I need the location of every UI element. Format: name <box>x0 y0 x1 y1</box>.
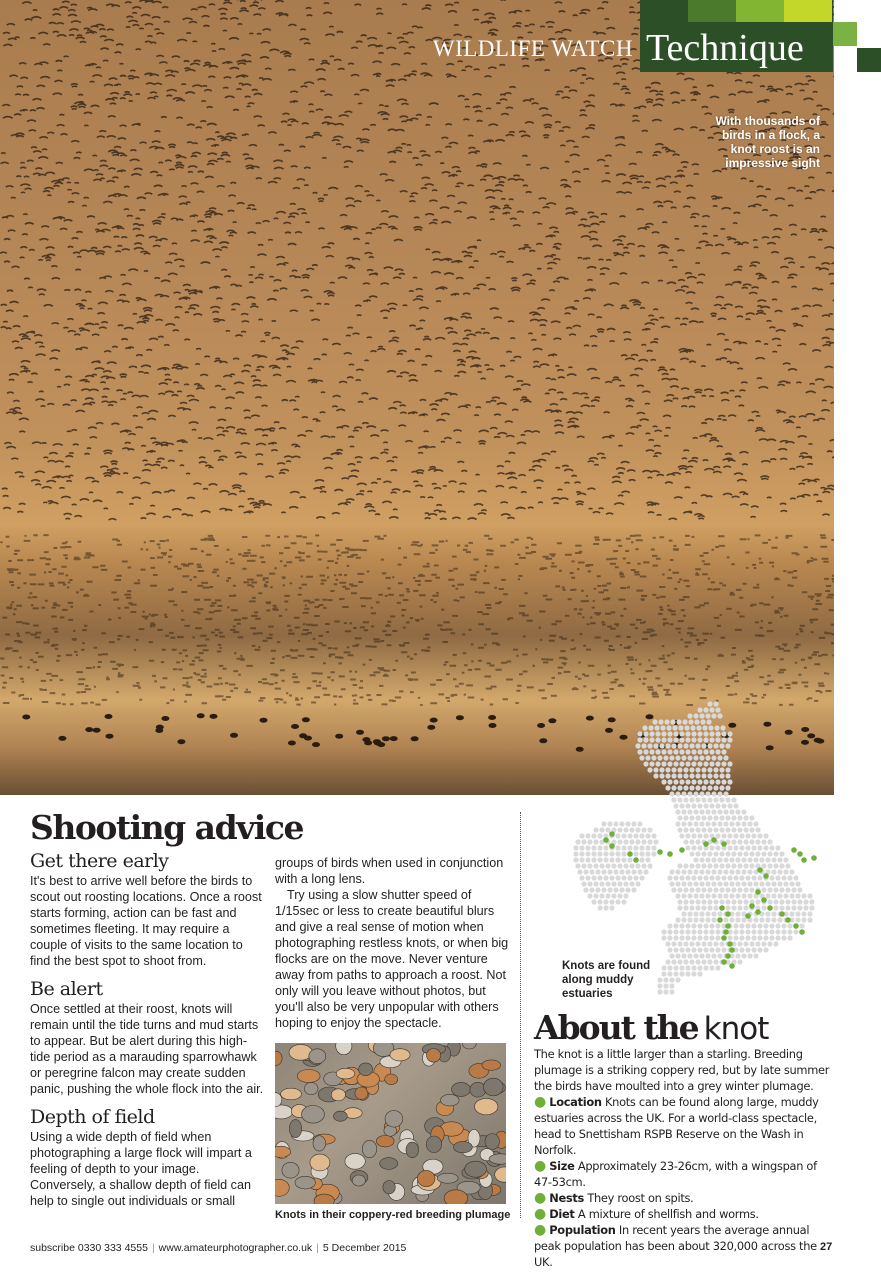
page-footer: subscribe 0330 333 4555 | www.amateurphotographer.co.uk | 5 December 2015 <box>30 1242 407 1254</box>
subheading-get-there-early: Get there early <box>30 850 169 872</box>
accent-square <box>736 0 784 22</box>
accent-square <box>688 0 736 22</box>
about-intro: The knot is a little larger than a starling. Breeding plumage is a striking coppery red, but by late summer the birds have moulted into a grey winter plumage. <box>534 1047 830 1093</box>
fact-size <box>534 1158 834 1190</box>
paragraph-get-there-early: It's best to arrive well before the birds to scout out roosting locations. Once a roost starts forming, action can be fast and sometimes fleeting. It may require a couple of visits to the same location to find the best spot to shoot from. <box>30 874 262 968</box>
bullet-dot-icon: ● <box>534 1190 546 1206</box>
fact-text: Knots can be found along large, muddy estuaries across the UK. For a world-class spectacle, head to Snettisham RSPB Reserve on the Wash in Norfolk. <box>534 1095 819 1157</box>
fact-text: Approximately 23-26cm, with a wingspan of 47-53cm. <box>534 1159 817 1189</box>
section-label: WILDLIFE WATCH <box>432 36 633 61</box>
knot-photo-caption: Knots in their coppery-red breeding plumage <box>275 1209 511 1221</box>
footer-date: 5 December 2015 <box>322 1242 407 1254</box>
footer-website[interactable]: www.amateurphotographer.co.uk <box>158 1242 313 1254</box>
accent-square <box>784 0 832 22</box>
about-heading-light: knot <box>703 1011 769 1047</box>
section-title: Technique <box>646 27 804 69</box>
about-heading-bold: About the <box>534 1008 698 1047</box>
footer-subscribe: subscribe 0330 333 4555 <box>30 1242 148 1254</box>
fact-label: Population <box>549 1223 616 1237</box>
paragraph-depth-of-field: Using a wide depth of field when photographing a large flock will impart a feeling of depth to your image. Conversely, a shallow depth of field can help to single out individuals or small <box>30 1130 252 1208</box>
shooting-advice-heading: Shooting advice <box>30 808 303 847</box>
column-divider <box>520 812 521 1218</box>
fact-label: Location <box>549 1095 602 1109</box>
advice-column-1 <box>30 850 265 1209</box>
paragraph-shutter-speed: Try using a slow shutter speed of 1/15sec or less to create beautiful blurs and give a real sense of motion when photographing restless knots, or when big flocks are on the move. Never venture away from paths to approach a roost. Not only will you leave without photos, but you'll also be very unpopular with others hoping to enjoy the spectacle. <box>275 888 509 1030</box>
fact-label: Nests <box>549 1191 585 1205</box>
bullet-dot-icon: ● <box>534 1158 546 1174</box>
about-body <box>534 1046 834 1270</box>
paragraph-continued: groups of birds when used in conjunction with a long lens. <box>275 856 504 886</box>
subheading-depth-of-field: Depth of field <box>30 1106 155 1128</box>
hero-caption: With thousands of birds in a flock, a knot roost is an impressive sight <box>715 114 820 170</box>
fact-text: They roost on spits. <box>587 1191 694 1205</box>
subheading-be-alert: Be alert <box>30 978 103 1000</box>
fact-nests <box>534 1190 834 1206</box>
knots-breeding-plumage-photo <box>275 1043 506 1204</box>
bullet-dot-icon: ● <box>534 1094 546 1110</box>
bullet-dot-icon: ● <box>534 1206 546 1222</box>
paragraph-be-alert: Once settled at their roost, knots will remain until the tide turns and mud starts to appear. But be alert during this high-tide period as a marauding sparrowhawk or peregrine falcon may create sudden panic, pushing the whole flock into the air. <box>30 1002 264 1096</box>
fact-label: Size <box>549 1159 575 1173</box>
fact-diet <box>534 1206 834 1222</box>
map-caption: Knots are found along muddy estuaries <box>562 960 651 1000</box>
fact-label: Diet <box>549 1207 575 1221</box>
fact-population <box>534 1222 834 1270</box>
knot-birds-illustration <box>275 1043 506 1204</box>
bullet-dot-icon: ● <box>534 1222 546 1238</box>
about-heading <box>534 1008 768 1047</box>
fact-location <box>534 1094 834 1158</box>
accent-square <box>857 48 881 72</box>
advice-column-2 <box>275 855 515 1031</box>
page-number: 27 <box>820 1241 833 1253</box>
accent-square <box>833 22 857 46</box>
fact-text: In recent years the average annual peak population has been about 320,000 across the UK. <box>534 1223 817 1269</box>
fact-text: A mixture of shellfish and worms. <box>577 1207 759 1221</box>
